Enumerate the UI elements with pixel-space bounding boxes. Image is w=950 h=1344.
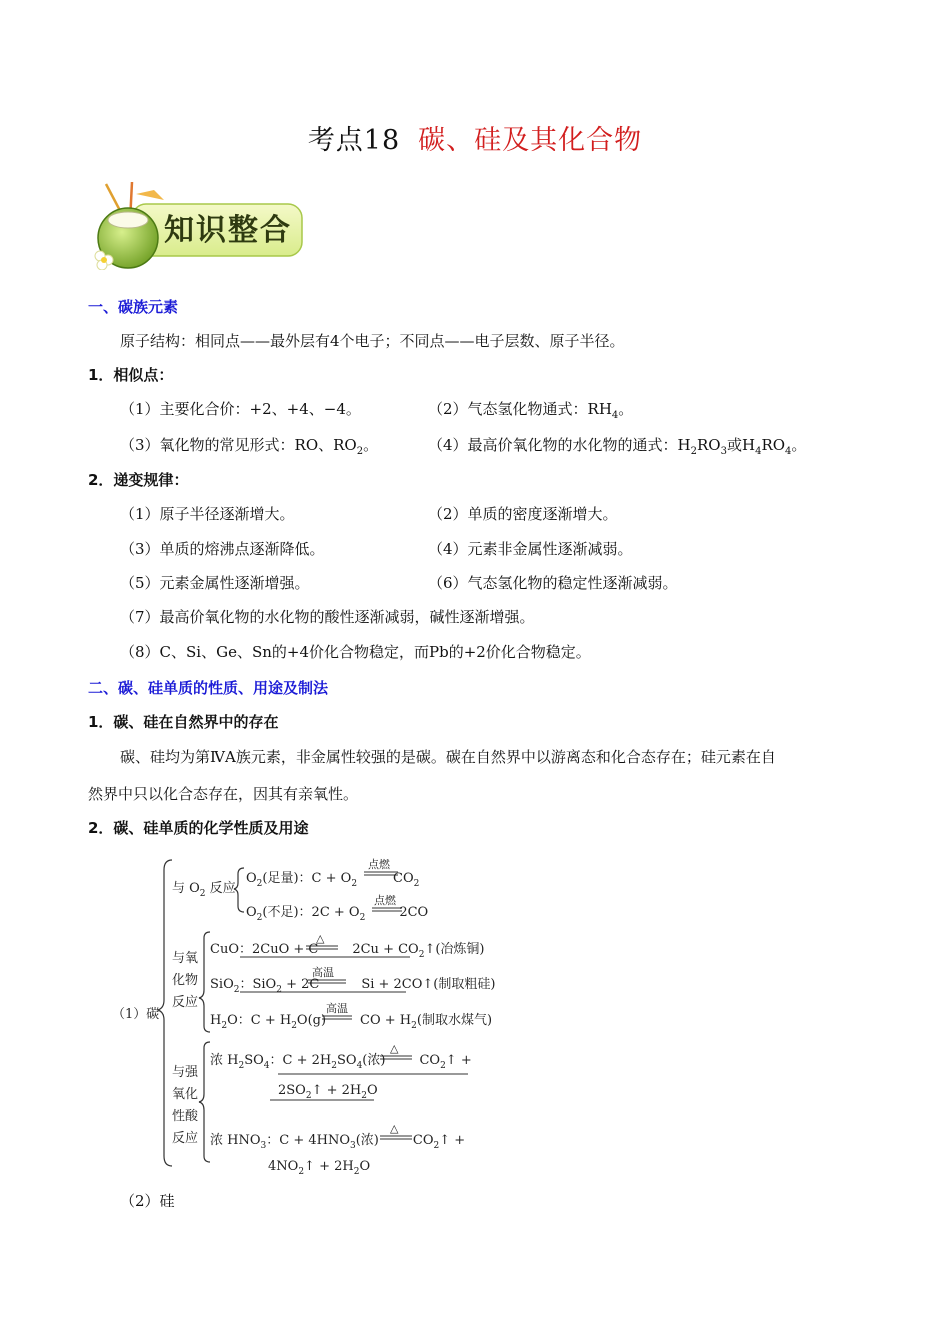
reaction-cuo: CuO：2CuO + C $2Cu + CO_2↑$(冶炼铜) [210,942,485,960]
list-item: （1）原子半径逐渐增大。 [120,505,295,523]
list-item: （2）气态氢化物通式：$RH_4$。 [428,400,634,421]
knowledge-banner [88,178,308,270]
condition-label: △ [390,1042,399,1055]
subheading: 2．递变规律： [88,471,189,489]
condition-label: △ [390,1122,399,1135]
page-title [0,118,950,157]
list-item: （6）气态氢化物的稳定性逐渐减弱。 [428,574,678,592]
section-heading: 一、碳族元素 [88,298,179,316]
list-item: （2）单质的密度逐渐增大。 [428,505,618,523]
paragraph: 然界中只以化合态存在，因其有亲氧性。 [88,785,359,803]
banner-label: 知识整合 [164,213,292,248]
condition-label: 高温 [312,966,334,979]
group-oxide-label: 与氧 [172,951,199,966]
carbon-reaction-diagram [110,850,530,1180]
group-acid-label: 反应 [172,1131,199,1146]
reaction-h2o: $H_2O$：$C + H_2O(g)$ CO + $H_2$(制取水煤气) [210,1013,493,1031]
group-o2-label: 与 $O_2$ 反应 [172,881,236,899]
section-heading: 二、碳、硅单质的性质、用途及制法 [88,679,329,697]
subheading: 1．相似点： [88,366,174,384]
list-item: （3）氧化物的常见形式：RO、$RO_2$。 [120,436,379,457]
list-item: （2）硅 [120,1192,175,1210]
title-prefix: 考点18 [307,125,401,156]
condition-label: 点燃 [368,858,390,871]
subheading: 2．碳、硅单质的化学性质及用途 [88,819,309,837]
paragraph: 碳、硅均为第ⅣA族元素，非金属性较强的是碳。碳在自然界中以游离态和化合态存在；硅元素在自 [120,748,776,766]
group-acid-label: 性酸 [172,1109,199,1124]
reaction-o2-excess: $O_2$(足量)：$C + O_2$ $CO_2$ [246,871,420,889]
group-acid-label: 氧化 [172,1087,199,1102]
umbrella-icon [136,190,164,200]
list-item: （4）最高价氧化物的水化物的通式：$H_2RO_3$或$H_4RO_4$。 [428,436,807,457]
condition-label: 高温 [326,1002,348,1015]
reaction-o2-limited: $O_2$(不足)：$2C + O_2$ 2CO [246,905,429,923]
list-item: （8）C、Si、Ge、Sn的+4价化合物稳定，而Pb的+2价化合物稳定。 [120,643,591,661]
list-item: （1）主要化合价：+2、+4、−4。 [120,400,361,418]
condition-label: 点燃 [374,894,396,907]
reaction-hno3: 浓 $HNO_3$：$C + 4HNO_3$(浓) $CO_2↑$ + [210,1133,466,1151]
group-acid-label: 与强 [172,1065,199,1080]
paragraph: 原子结构：相同点——最外层有4个电子；不同点——电子层数、原子半径。 [120,332,625,350]
root-label: （1）碳 [112,1007,160,1022]
condition-label: △ [316,932,325,945]
group-oxide-label: 反应 [172,995,199,1010]
list-item: （5）元素金属性逐渐增强。 [120,574,310,592]
group-oxide-label: 化物 [172,973,199,988]
reaction-h2so4-products: $2SO_2↑ + 2H_2O$ [278,1083,378,1101]
reaction-sio2: SiO$_2$：SiO$_2$ + 2C Si + 2CO↑(制取粗硅) [210,977,496,995]
subheading: 1．碳、硅在自然界中的存在 [88,713,279,731]
reaction-hno3-products: $4NO_2↑ + 2H_2O$ [268,1159,371,1177]
reaction-h2so4: 浓 $H_2SO_4$：$C + 2H_2SO_4$(浓) $CO_2↑$ + [210,1053,472,1071]
title-main: 碳、硅及其化合物 [418,125,643,156]
list-item: （7）最高价氧化物的水化物的酸性逐渐减弱，碱性逐渐增强。 [120,608,535,626]
list-item: （4）元素非金属性逐渐减弱。 [428,540,633,558]
list-item: （3）单质的熔沸点逐渐降低。 [120,540,325,558]
